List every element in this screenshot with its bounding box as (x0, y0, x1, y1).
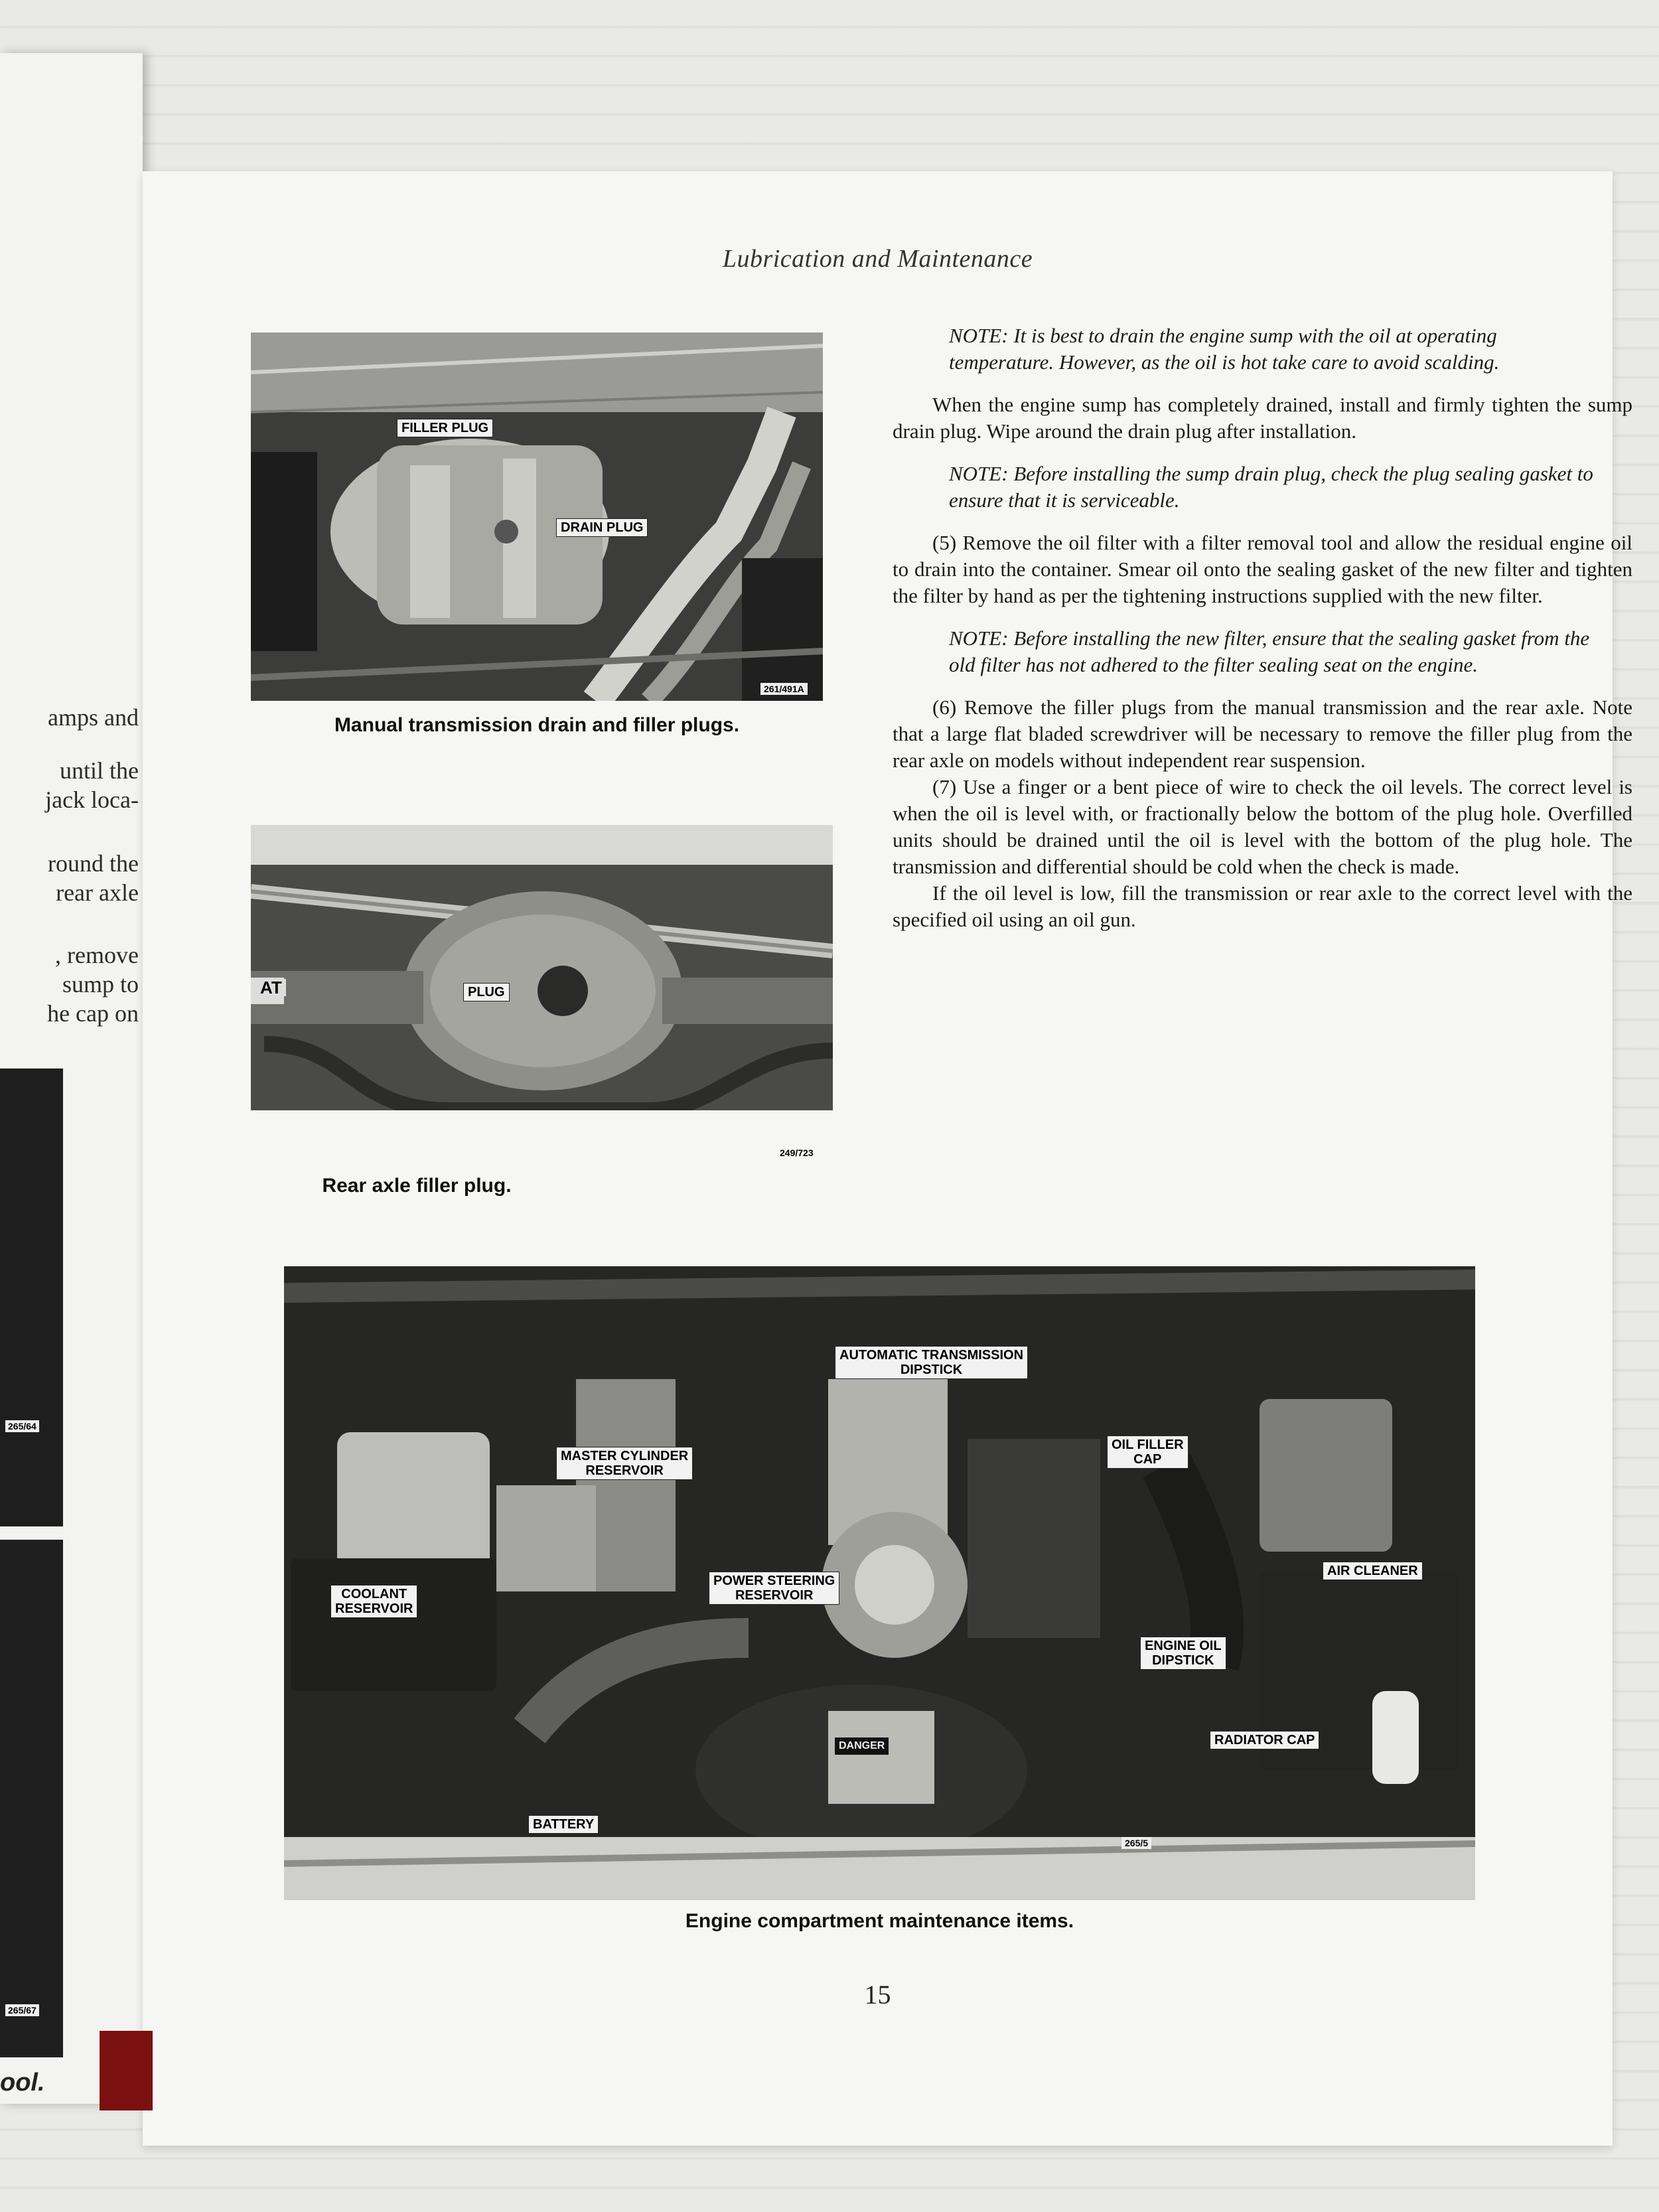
drain-plug-label: DRAIN PLUG (556, 518, 648, 537)
left-page-photo (0, 1069, 63, 1526)
step-7-paragraph: (7) Use a finger or a bent piece of wire to check the oil levels. The correct level is when the oil is level with, or fractionally below the bottom of the plug hole. Overfilled units should be drained until the oil is level with the bottom of the plug hole. The transmission and differential should be cold when the check is made. (893, 775, 1632, 878)
left-text-fragment: sump to (62, 971, 139, 997)
at-marking: AT (256, 979, 286, 996)
left-text-fragment: jack loca- (45, 786, 139, 813)
rear-axle-illustration (251, 825, 833, 1110)
manual-page (143, 171, 1632, 2146)
battery-label: BATTERY (528, 1815, 599, 1834)
danger-decal: DANGER (835, 1737, 889, 1755)
photo-code: 265/67 (5, 2004, 39, 2016)
oil-filler-cap-label: OIL FILLER CAP (1107, 1436, 1189, 1469)
left-text-fragment: amps and (48, 704, 139, 731)
transmission-photo (251, 332, 823, 701)
air-cleaner-label: AIR CLEANER (1323, 1562, 1423, 1580)
plug-label: PLUG (463, 983, 510, 1001)
engine-compartment-photo (284, 1266, 1475, 1900)
transmission-illustration (251, 332, 823, 701)
auto-trans-dipstick-label: AUTOMATIC TRANSMISSION DIPSTICK (835, 1346, 1028, 1379)
left-page (0, 53, 143, 2104)
left-text-fragment: rear axle (56, 879, 139, 906)
figure-code: 261/491A (760, 683, 808, 695)
photo-code: 265/64 (5, 1420, 39, 1432)
figure-code: 249/723 (780, 1147, 814, 1158)
radiator-cap-label: RADIATOR CAP (1210, 1731, 1319, 1749)
rear-axle-photo (251, 825, 833, 1110)
body-paragraph: When the engine sump has completely drained, install and firmly tighten the sump drain plug. Wipe around the drain plug after installation. (893, 393, 1632, 443)
master-cylinder-label: MASTER CYLINDER RESERVOIR (556, 1447, 693, 1480)
figure-caption: Engine compartment maintenance items. (685, 1910, 1074, 1932)
note-paragraph: NOTE: It is best to drain the engine sump with the oil at operating temperature. However, as the oil is hot take care to avoid scalding. (949, 324, 1500, 374)
filler-plug-label: FILLER PLUG (397, 419, 493, 437)
coolant-reservoir-label: COOLANT RESERVOIR (330, 1585, 417, 1618)
figure-caption: Rear axle filler plug. (322, 1175, 512, 1197)
left-text-fragment: he cap on (47, 1000, 139, 1027)
step-6-paragraph: (6) Remove the filler plugs from the manual transmission and the rear axle. Note that a large flat bladed screwdriver will be necessary to remove the filler plug from the rear axle on models without independent rear suspension. (893, 696, 1632, 772)
body-text-column (893, 323, 1632, 933)
page-number: 15 (864, 1980, 891, 2010)
note-paragraph: NOTE: Before installing the new filter, ensure that the sealing gasket from the old filter has not adhered to the filter sealing seat on the engine. (949, 627, 1590, 676)
figure-code: 265/5 (1121, 1837, 1151, 1849)
note-paragraph: NOTE: Before installing the sump drain plug, check the plug sealing gasket to ensure that it is serviceable. (949, 462, 1593, 512)
step-5-paragraph: (5) Remove the oil filter with a filter removal tool and allow the residual engine oil to drain into the container. Smear oil onto the sealing gasket of the new filter and tighten the filter by hand as per the tightening instructions supplied with the new filter. (893, 531, 1632, 607)
left-text-fragment: round the (48, 850, 139, 877)
left-text-fragment: ool. (0, 2069, 45, 2097)
power-steering-label: POWER STEERING RESERVOIR (709, 1572, 839, 1605)
running-head: Lubrication and Maintenance (722, 245, 1033, 273)
book-cover-edge (100, 2031, 153, 2110)
body-paragraph: If the oil level is low, fill the transmission or rear axle to the correct level with the specified oil using an oil gun. (893, 881, 1632, 931)
left-page-photo (0, 1540, 63, 2057)
engine-oil-dipstick-label: ENGINE OIL DIPSTICK (1140, 1637, 1226, 1670)
figure-caption: Manual transmission drain and filler plugs. (334, 714, 740, 736)
left-text-fragment: , remove (55, 942, 139, 968)
left-text-fragment: until the (60, 757, 139, 784)
